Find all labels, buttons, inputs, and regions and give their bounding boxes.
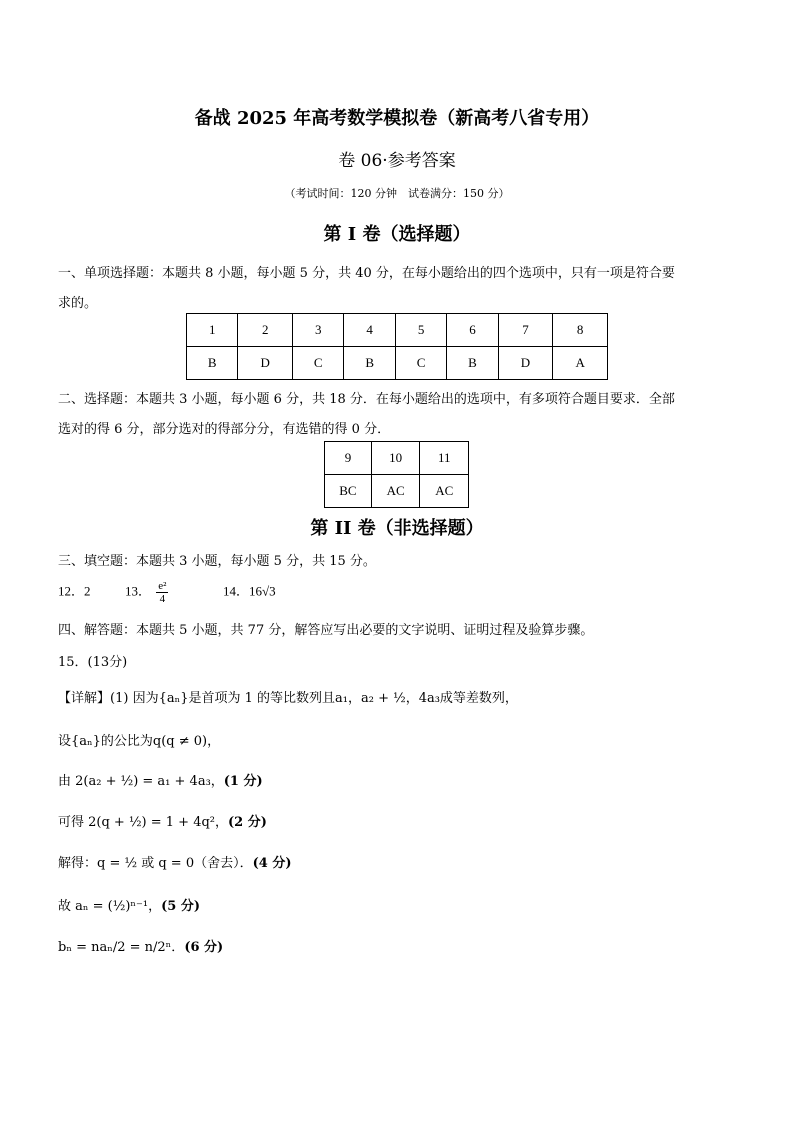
- table-cell: 2: [238, 314, 293, 347]
- step-text: 故 aₙ = (½)ⁿ⁻¹，: [58, 899, 162, 914]
- table-row: [325, 475, 469, 508]
- table-cell: 8: [553, 314, 608, 347]
- table-cell: BC: [325, 475, 372, 508]
- part2-heading: 第 II 卷（非选择题）: [310, 518, 484, 539]
- step-points: (4 分): [252, 856, 292, 871]
- step-text: 解得：q = ½ 或 q = 0（舍去）．: [58, 856, 253, 871]
- table-cell: D: [498, 347, 553, 380]
- step-text: bₙ = naₙ/2 = n/2ⁿ．: [58, 940, 185, 955]
- step-text: (1) 因为{aₙ}是首项为 1 的等比数列且a₁，a₂ + ½，4a₃成等差数列，: [110, 691, 518, 706]
- table-cell: C: [395, 347, 446, 380]
- detail-label: 【详解】: [58, 691, 111, 706]
- table-cell: 6: [447, 314, 498, 347]
- solution-step-7: [58, 936, 223, 955]
- solution-step-5: [58, 852, 291, 871]
- answer-13-fraction: [156, 580, 168, 605]
- table-cell: 7: [498, 314, 553, 347]
- solution-step-6: [58, 895, 200, 914]
- fraction-denominator: 4: [159, 593, 166, 605]
- answer-table-multiple: [324, 441, 469, 508]
- table-cell: AC: [371, 475, 420, 508]
- answer-12: 12．2: [58, 583, 91, 599]
- table-cell: AC: [420, 475, 469, 508]
- fraction-numerator: e²: [158, 580, 167, 592]
- table-cell: 3: [293, 314, 344, 347]
- step-points: (5 分): [161, 899, 200, 914]
- part1-heading: 第 I 卷（选择题）: [323, 224, 471, 245]
- table-cell: 1: [187, 314, 238, 347]
- solution-step-3: [58, 770, 263, 789]
- table-cell: B: [447, 347, 498, 380]
- section4-line: 四、解答题：本题共 5 小题，共 77 分，解答应写出必要的文字说明、证明过程及验算步骤。: [58, 623, 594, 638]
- table-cell: D: [238, 347, 293, 380]
- step-points: (1 分): [223, 774, 263, 789]
- solution-step-2: 设{aₙ}的公比为q(q ≠ 0)，: [58, 734, 221, 749]
- table-row: [325, 442, 469, 475]
- table-cell: 5: [395, 314, 446, 347]
- step-text: 由 2(a₂ + ½) = a₁ + 4a₃，: [58, 774, 224, 789]
- table-cell: B: [344, 347, 395, 380]
- table-cell: B: [187, 347, 238, 380]
- table-cell: 11: [420, 442, 469, 475]
- section2-line1: 二、选择题：本题共 3 小题，每小题 6 分，共 18 分．在每小题给出的选项中，有多项符合题目要求．全部: [58, 392, 675, 407]
- table-cell: C: [293, 347, 344, 380]
- table-row: [187, 347, 608, 380]
- document-title: 备战 2025 年高考数学模拟卷（新高考八省专用）: [194, 108, 600, 129]
- section2-line2: 选对的得 6 分，部分选对的得部分分，有选错的得 0 分．: [58, 422, 391, 437]
- section3-line: 三、填空题：本题共 3 小题，每小题 5 分，共 15 分。: [58, 554, 376, 569]
- answer-13-label: 13．: [125, 583, 152, 599]
- table-cell: A: [553, 347, 608, 380]
- solution-step-1: [58, 687, 518, 706]
- table-cell: 4: [344, 314, 395, 347]
- solution-step-4: [58, 811, 267, 830]
- answer-14: 14．16√3: [222, 583, 276, 599]
- document-subtitle: 卷 06·参考答案: [338, 151, 456, 171]
- fill-in-answers: [58, 580, 276, 605]
- step-text: 可得 2(q + ½) = 1 + 4q²，: [58, 815, 229, 830]
- table-cell: 9: [325, 442, 372, 475]
- exam-info: （考试时间：120 分钟 试卷满分：150 分）: [284, 187, 510, 200]
- answer-table-single: [186, 313, 608, 380]
- section1-line1: 一、单项选择题：本题共 8 小题，每小题 5 分，共 40 分，在每小题给出的四个选项中，只有一项是符合要: [58, 266, 675, 281]
- table-cell: 10: [371, 442, 420, 475]
- table-row: [187, 314, 608, 347]
- section1-line2: 求的。: [58, 296, 98, 311]
- question-15-label: 15．(13分): [58, 655, 128, 670]
- step-points: (2 分): [228, 815, 267, 830]
- step-points: (6 分): [184, 940, 224, 955]
